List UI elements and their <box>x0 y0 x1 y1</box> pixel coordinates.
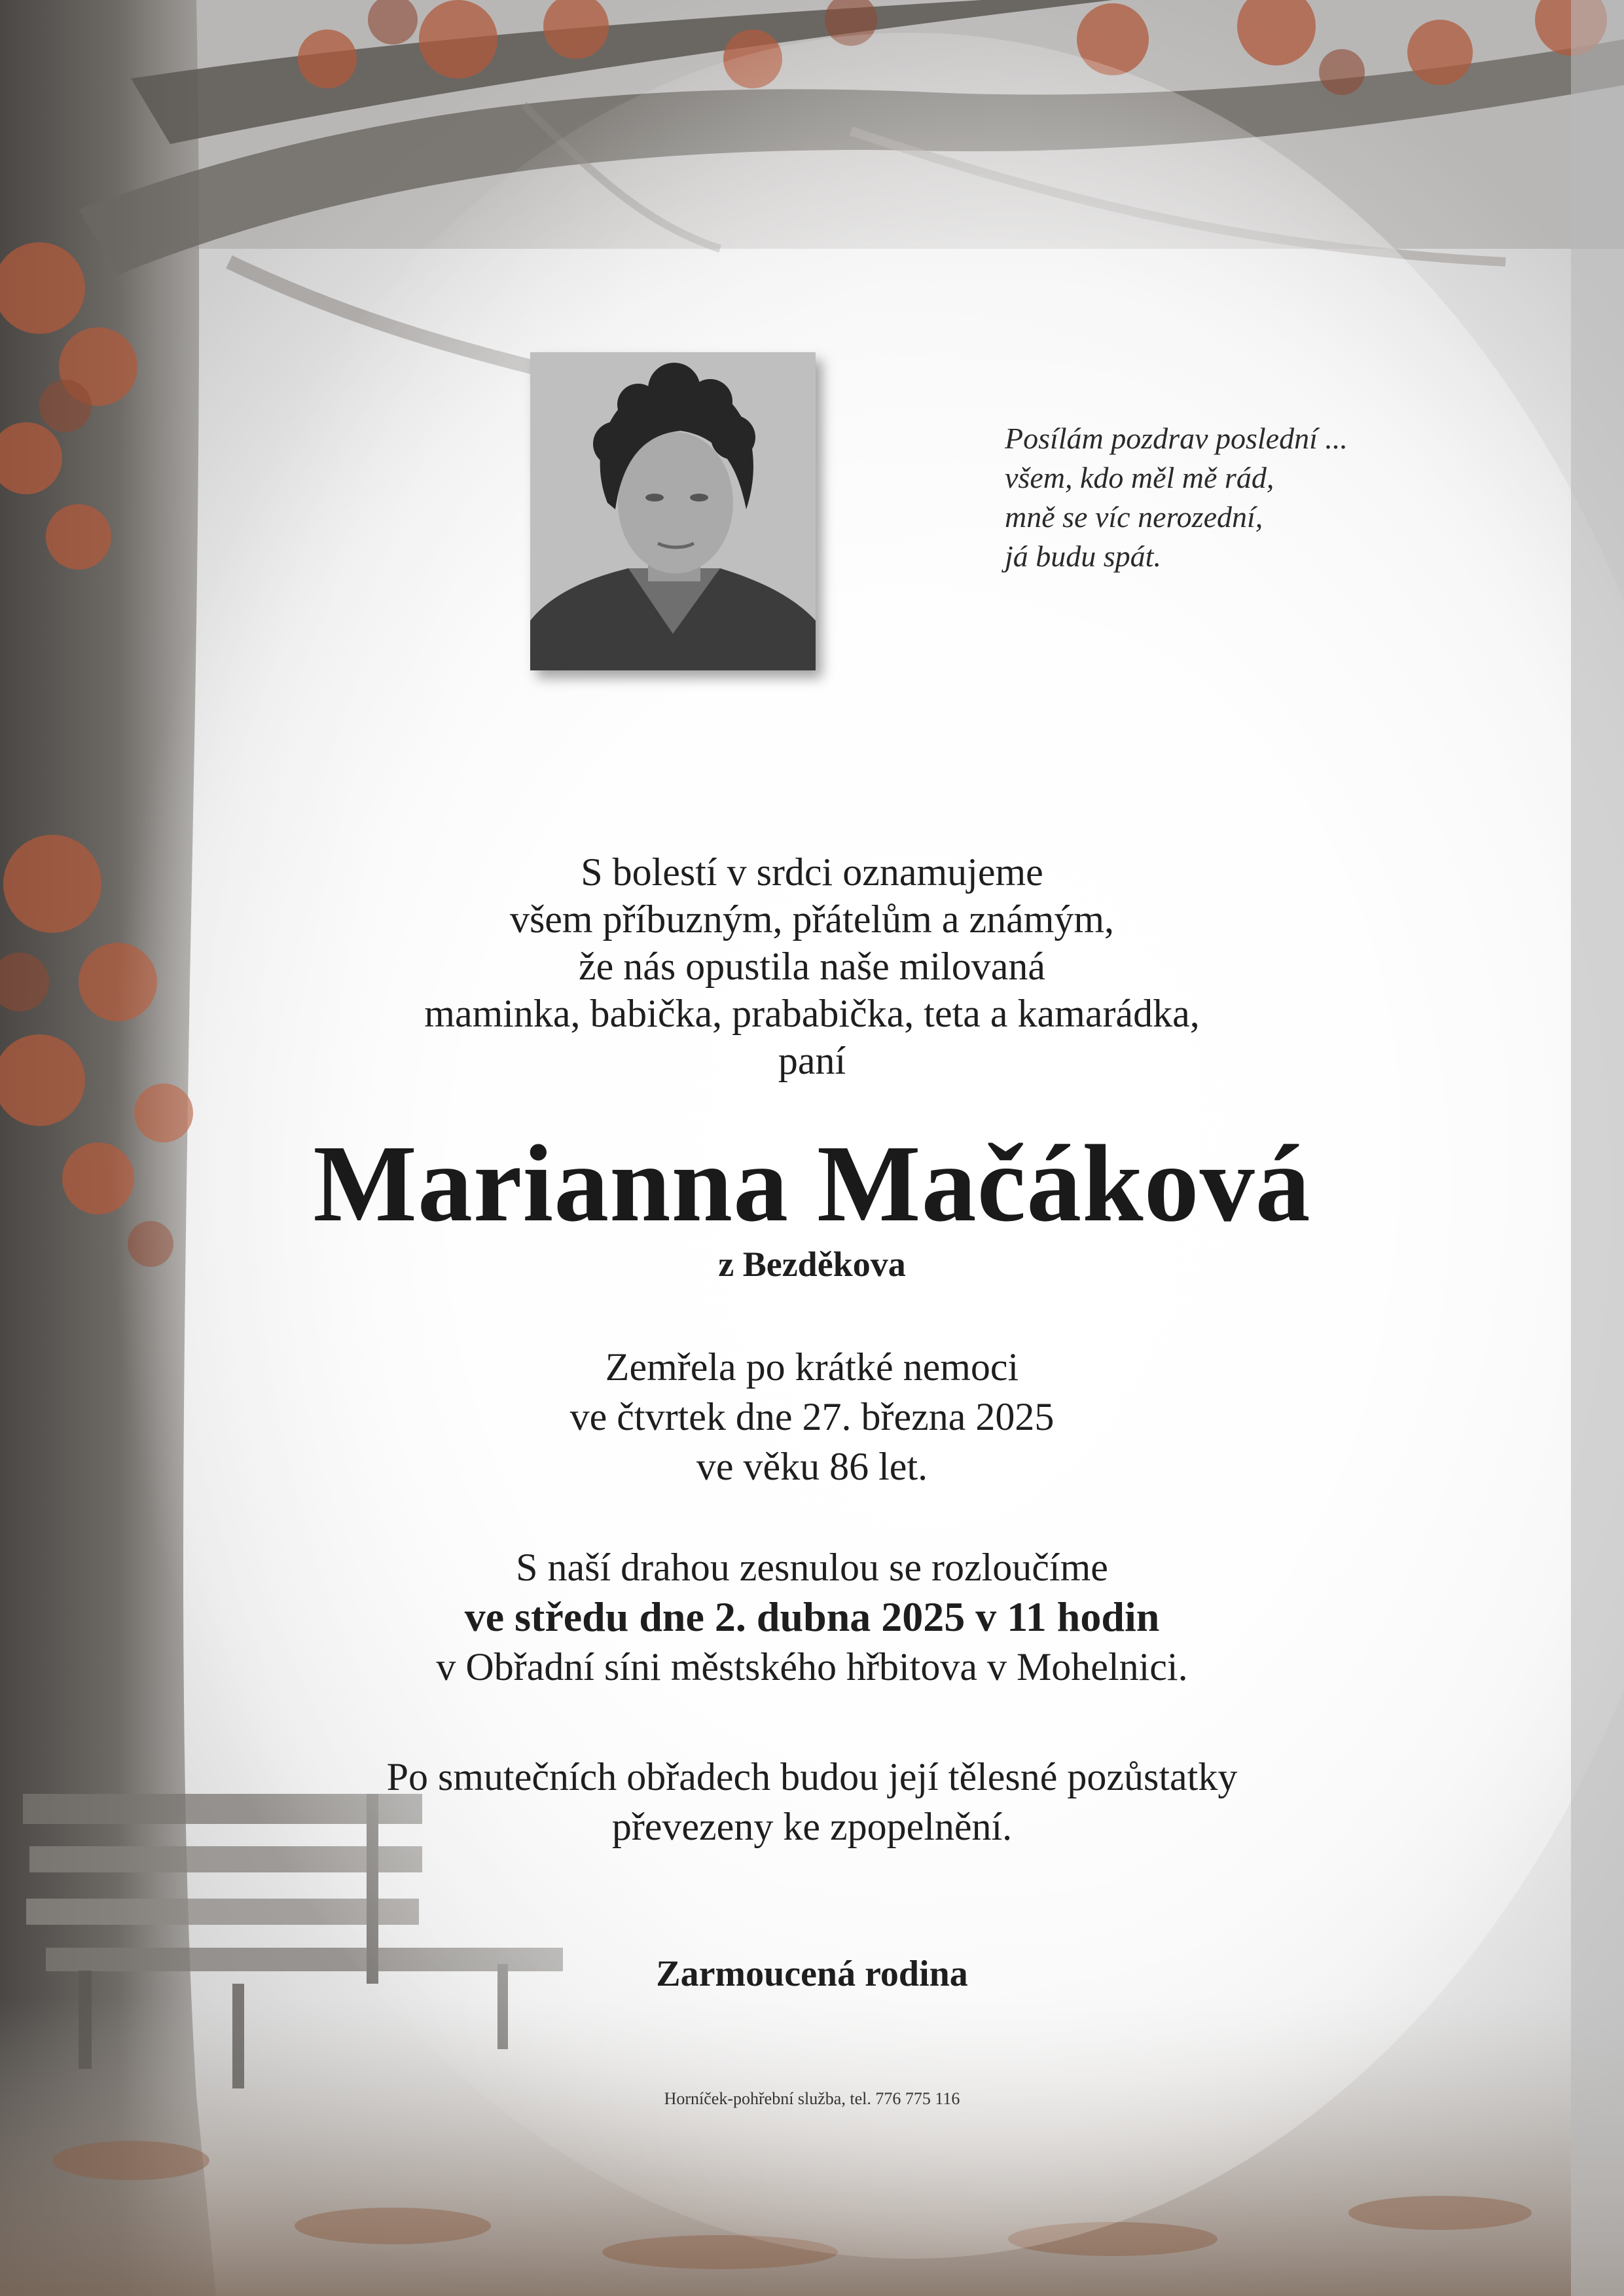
death-line: ve věku 86 let. <box>696 1445 928 1488</box>
portrait-photo <box>530 352 816 670</box>
intro-line: všem příbuzným, přátelům a známým, <box>509 898 1115 941</box>
intro-line: maminka, babička, prababička, teta a kamarádka, <box>424 992 1200 1035</box>
death-details <box>0 1342 1624 1491</box>
poem-line: mně se víc nerozední, <box>1005 500 1263 534</box>
remains-line: Po smutečních obřadech budou její tělesné pozůstatky <box>386 1755 1238 1798</box>
intro-line: paní <box>778 1039 846 1082</box>
signature: Zarmoucená rodina <box>656 1954 968 1994</box>
intro-line: že nás opustila naše milovaná <box>578 945 1046 988</box>
deceased-origin: z Bezděkova <box>718 1245 906 1284</box>
remains-line: převezeny ke zpopelnění. <box>611 1805 1013 1848</box>
death-line: ve čtvrtek dne 27. března 2025 <box>569 1395 1055 1438</box>
cremation-note <box>0 1752 1624 1851</box>
intro-line: S bolestí v srdci oznamujeme <box>581 850 1043 894</box>
poem-line: Posílám pozdrav poslední ... <box>1005 422 1348 455</box>
announcement-intro <box>0 848 1624 1084</box>
poem-line: já budu spát. <box>1005 539 1161 573</box>
poem <box>1005 419 1502 576</box>
poem-line: všem, kdo měl mě rád, <box>1005 461 1274 494</box>
funeral-location: v Obřadní síni městského hřbitova v Mohelnici. <box>436 1645 1188 1688</box>
deceased-name: Marianna Mačáková <box>313 1123 1311 1245</box>
funeral-details <box>0 1542 1624 1692</box>
death-line: Zemřela po krátké nemoci <box>605 1345 1019 1389</box>
funeral-service-footer: Horníček-pohřební služba, tel. 776 775 116 <box>664 2089 960 2108</box>
funeral-date: ve středu dne 2. dubna 2025 v 11 hodin <box>464 1594 1160 1640</box>
funeral-line: S naší drahou zesnulou se rozloučíme <box>516 1546 1108 1589</box>
